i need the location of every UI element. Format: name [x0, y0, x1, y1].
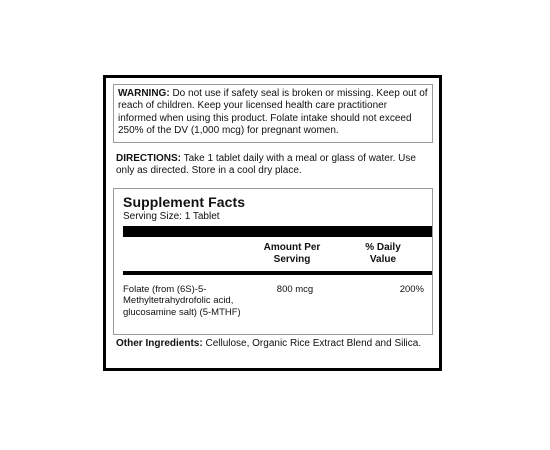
nutrient-daily-value: 200% [399, 284, 424, 295]
daily-value-header: % Daily Value [365, 242, 401, 265]
warning-box [113, 84, 433, 143]
directions-heading: DIRECTIONS: [116, 153, 181, 164]
other-ingredients [116, 338, 434, 350]
medium-divider [123, 271, 432, 275]
warning-heading: WARNING: [118, 88, 170, 99]
directions-text: Take 1 tablet daily with a meal or glass of water. Use only as directed. Store in a cool dry place. [116, 153, 416, 177]
supplement-facts-panel [113, 188, 433, 335]
directions [116, 153, 434, 178]
other-ingredients-heading: Other Ingredients: [116, 338, 203, 349]
supplement-label [103, 75, 442, 371]
facts-title: Supplement Facts [123, 194, 246, 210]
nutrient-amount: 800 mcg [276, 284, 314, 295]
warning-text: Do not use if safety seal is broken or missing. Keep out of reach of children. Keep your licensed health care practitioner informed when using this product. Folate intake should not exceed 250% of the DV (1,000 mcg) for pregnant women. [118, 88, 428, 136]
amount-per-serving-header: Amount Per Serving [263, 242, 321, 265]
nutrient-name: Folate (from (6S)-5-Methyltetrahydrofolic acid, glucosamine salt) (5-MTHF) [123, 284, 241, 318]
other-ingredients-text: Cellulose, Organic Rice Extract Blend and Silica. [202, 338, 422, 349]
thick-divider [123, 226, 432, 237]
serving-size: Serving Size: 1 Tablet [123, 211, 220, 222]
